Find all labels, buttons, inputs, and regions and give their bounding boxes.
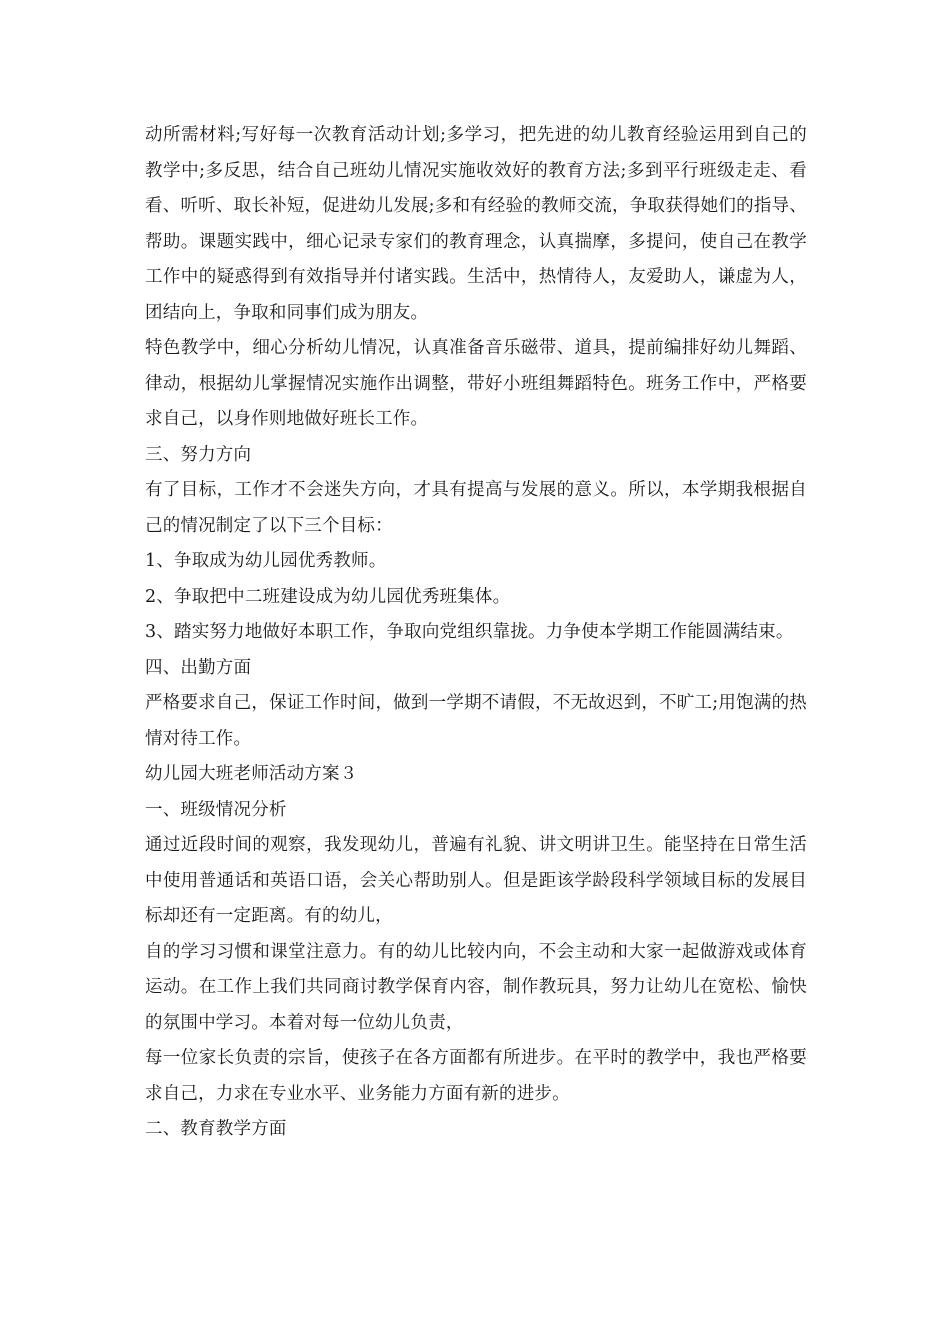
paragraph-parent-responsibility: 每一位家长负责的宗旨，使孩子在各方面都有所进步。在平时的教学中，我也严格要求自己，力求在专业水平、业务能力方面有新的进步。 xyxy=(145,1048,807,1104)
paragraph-observation: 通过近段时间的观察，我发现幼儿，普遍有礼貌、讲文明讲卫生。能坚持在日常生活中使用普通话和英语口语，会关心帮助别人。但是距该学龄段科学领域目标的发展目标却还有一定距离。有的幼儿， xyxy=(145,835,807,926)
heading-direction-of-effort: 三、努力方向 xyxy=(145,444,252,465)
list-item-goal-1: 1、争取成为幼儿园优秀教师。 xyxy=(145,551,387,571)
list-item-goal-2: 2、争取把中二班建设成为幼儿园优秀班集体。 xyxy=(145,586,511,607)
heading-attendance: 四、出勤方面 xyxy=(145,657,252,678)
heading-education-teaching: 二、教育教学方面 xyxy=(145,1119,287,1139)
list-item-goal-3: 3、踏实努力地做好本职工作，争取向党组织靠拢。力争使本学期工作能圆满结束。 xyxy=(145,622,794,642)
paragraph-learning-habits: 自的学习习惯和课堂注意力。有的幼儿比较内向，不会主动和大家一起做游戏或体育运动。在工作上我们共同商讨教学保育内容，制作教玩具，努力让幼儿在宽松、愉快的氛围中学习。本着对每一位幼儿负责， xyxy=(145,941,807,1033)
section-title-plan-3: 幼儿园大班老师活动方案３ xyxy=(145,764,358,784)
paragraph-work-practice: 动所需材料;写好每一次教育活动计划;多学习，把先进的幼儿教育经验运用到自己的教学中;多反思，结合自己班幼儿情况实施收效好的教育方法;多到平行班级走走、看看、听听、取长补短，促进幼儿发展;多和有经验的教师交流，争取获得她们的指导、帮助。课题实践中，细心记录专家们的教育理念，认真揣摩，多提问，使自己在教学工作中的疑惑得到有效指导并付诸实践。生活中，热情待人，友爱助人，谦虚为人，团结向上，争取和同事们成为朋友。 xyxy=(145,125,807,323)
paragraph-goals-intro: 有了目标，工作才不会迷失方向，才具有提高与发展的意义。所以，本学期我根据自己的情况制定了以下三个目标： xyxy=(145,480,807,536)
paragraph-special-teaching: 特色教学中，细心分析幼儿情况，认真准备音乐磁带、道具，提前编排好幼儿舞蹈、律动，根据幼儿掌握情况实施作出调整，带好小班组舞蹈特色。班务工作中，严格要求自己，以身作则地做好班长工作。 xyxy=(145,338,807,429)
heading-class-analysis: 一、班级情况分析 xyxy=(145,799,287,820)
paragraph-attendance: 严格要求自己，保证工作时间，做到一学期不请假，不无故迟到，不旷工;用饱满的热情对待工作。 xyxy=(145,693,807,749)
document-body xyxy=(145,118,807,1148)
